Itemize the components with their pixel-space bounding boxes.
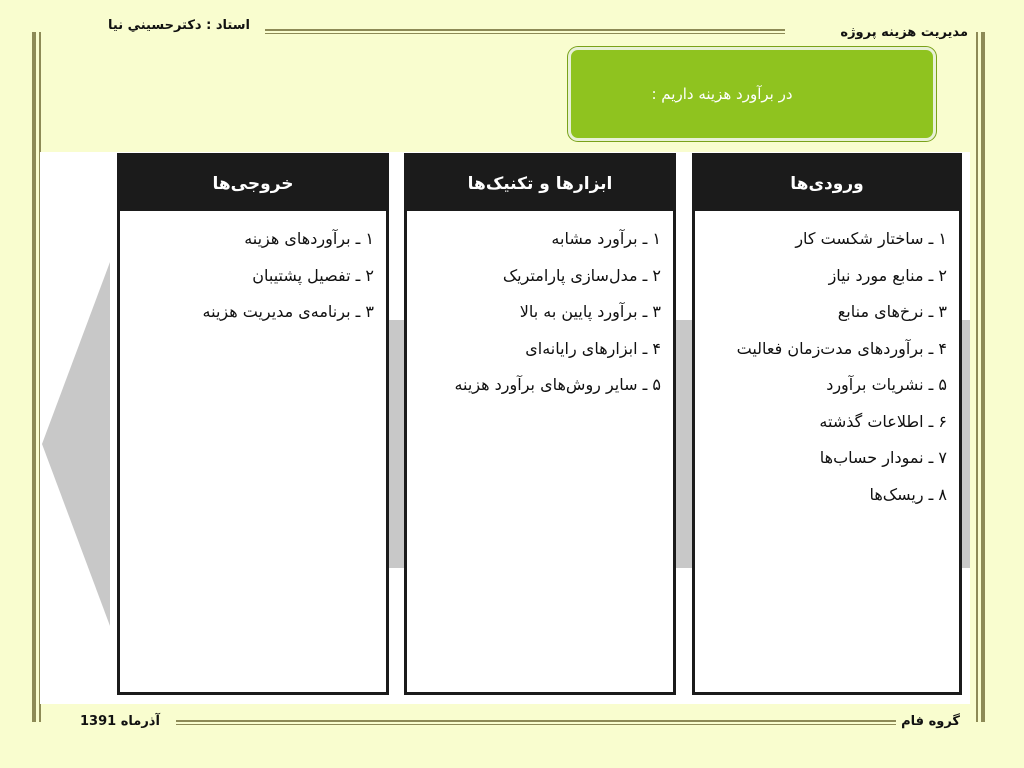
list-item: ۳ ـ برآورد پایین به بالا	[519, 302, 661, 321]
callout-text: در برآورد هزینه داریم :	[651, 85, 793, 103]
list-item: ۱ ـ برآوردهای هزینه	[244, 229, 374, 248]
column-tools-list	[407, 211, 673, 404]
list-item: ۳ ـ برنامه‌ی مدیریت هزینه	[202, 302, 374, 321]
footer-divider	[176, 720, 896, 722]
list-item: ۳ ـ نرخ‌های منابع	[837, 302, 947, 321]
column-tools	[404, 153, 676, 695]
list-item: ۴ ـ ابزارهای رایانه‌ای	[525, 338, 661, 358]
frame-left-bar-outer	[32, 32, 36, 722]
column-tools-title: ابزارها و تکنیک‌ها	[407, 156, 673, 211]
instructor-name: استاد : دکترحسيني نيا	[108, 18, 250, 33]
footer-date: آذرماه 1391	[80, 714, 160, 729]
list-item: ۶ ـ اطلاعات گذشته	[819, 411, 947, 431]
list-item: ۷ ـ نمودار حساب‌ها	[819, 448, 947, 467]
course-title: مديريت هزينه پروژه	[840, 25, 968, 40]
list-item: ۲ ـ منابع مورد نیاز	[828, 265, 947, 285]
list-item: ۱ ـ برآورد مشابه	[551, 229, 661, 248]
flow-arrow-left	[42, 262, 110, 626]
header-divider-2	[265, 33, 785, 34]
footer-divider-2	[176, 724, 896, 725]
list-item: ۲ ـ مدل‌سازی پارامتریک	[502, 265, 661, 285]
column-outputs-list	[120, 211, 386, 331]
column-outputs-title: خروجی‌ها	[120, 156, 386, 211]
list-item: ۲ ـ تفصیل پشتیبان	[252, 265, 374, 285]
callout-box	[568, 47, 936, 141]
list-item: ۸ ـ ریسک‌ها	[869, 484, 947, 504]
list-item: ۵ ـ سایر روش‌های برآورد هزینه	[454, 375, 661, 394]
column-inputs	[692, 153, 962, 695]
column-outputs	[117, 153, 389, 695]
column-inputs-title: ورودی‌ها	[695, 156, 959, 211]
list-item: ۵ ـ نشریات برآورد	[826, 375, 947, 394]
footer-group: گروه فام	[901, 714, 960, 729]
connector-band-middle	[674, 320, 692, 568]
list-item: ۱ ـ ساختار شکست کار	[795, 229, 947, 248]
list-item: ۴ ـ برآوردهای مدت‌زمان فعالیت	[736, 338, 947, 358]
frame-right-bar-inner	[976, 32, 978, 722]
column-inputs-list	[695, 211, 959, 513]
frame-right-bar-outer	[981, 32, 985, 722]
connector-band-right	[962, 320, 970, 568]
header-divider	[265, 29, 785, 31]
